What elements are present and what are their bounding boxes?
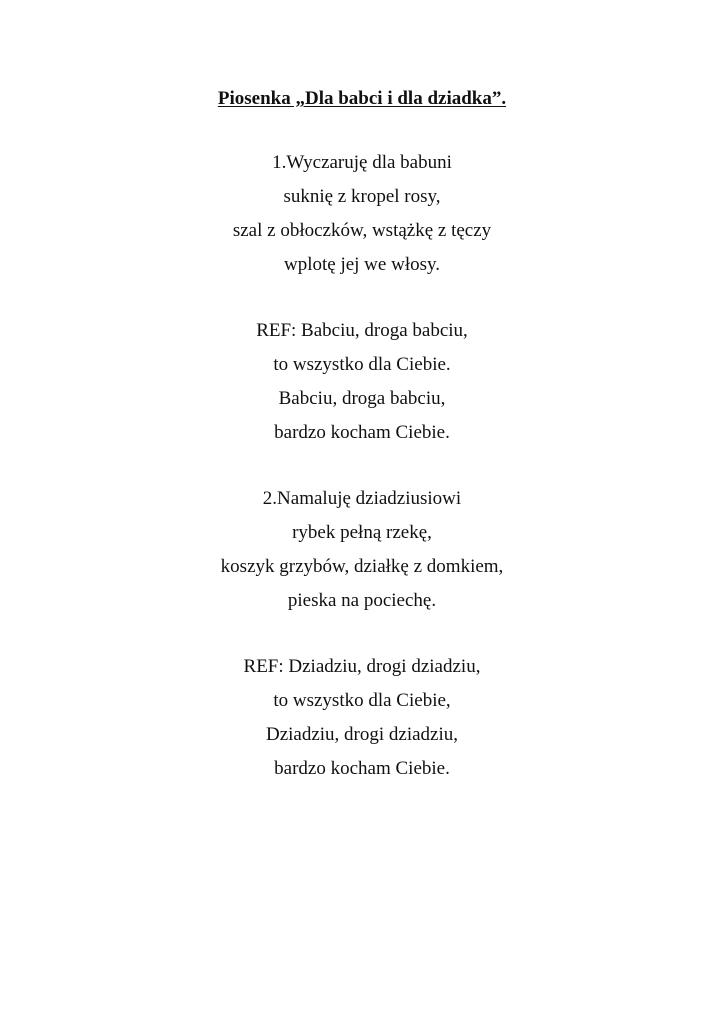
- song-title: Piosenka „Dla babci i dla dziadka”.: [217, 88, 507, 109]
- refrain-line: REF: Babciu, droga babciu,: [256, 320, 468, 341]
- refrain-line: Dziadziu, drogi dziadziu,: [265, 724, 459, 745]
- refrain-2: [0, 650, 724, 786]
- verse-line: 2.Namaluję dziadziusiowi: [262, 488, 462, 509]
- verse-line: wplotę jej we włosy.: [283, 254, 441, 275]
- verse-line: pieska na pociechę.: [287, 590, 437, 611]
- refrain-line: REF: Dziadziu, drogi dziadziu,: [243, 656, 481, 677]
- refrain-line: to wszystko dla Ciebie,: [273, 690, 451, 711]
- verse-line: 1.Wyczaruję dla babuni: [272, 152, 452, 173]
- verse-line: koszyk grzybów, działkę z domkiem,: [220, 556, 504, 577]
- verse-line: rybek pełną rzekę,: [292, 522, 432, 543]
- refrain-line: to wszystko dla Ciebie.: [273, 354, 451, 375]
- refrain-line: Babciu, droga babciu,: [278, 388, 446, 409]
- verse-line: suknię z kropel rosy,: [283, 186, 441, 207]
- refrain-line: bardzo kocham Ciebie.: [274, 758, 450, 779]
- refrain-line: bardzo kocham Ciebie.: [274, 422, 450, 443]
- verse-2: [0, 482, 724, 618]
- verse-1: [0, 146, 724, 282]
- verse-line: szal z obłoczków, wstążkę z tęczy: [232, 220, 492, 241]
- refrain-1: [0, 314, 724, 450]
